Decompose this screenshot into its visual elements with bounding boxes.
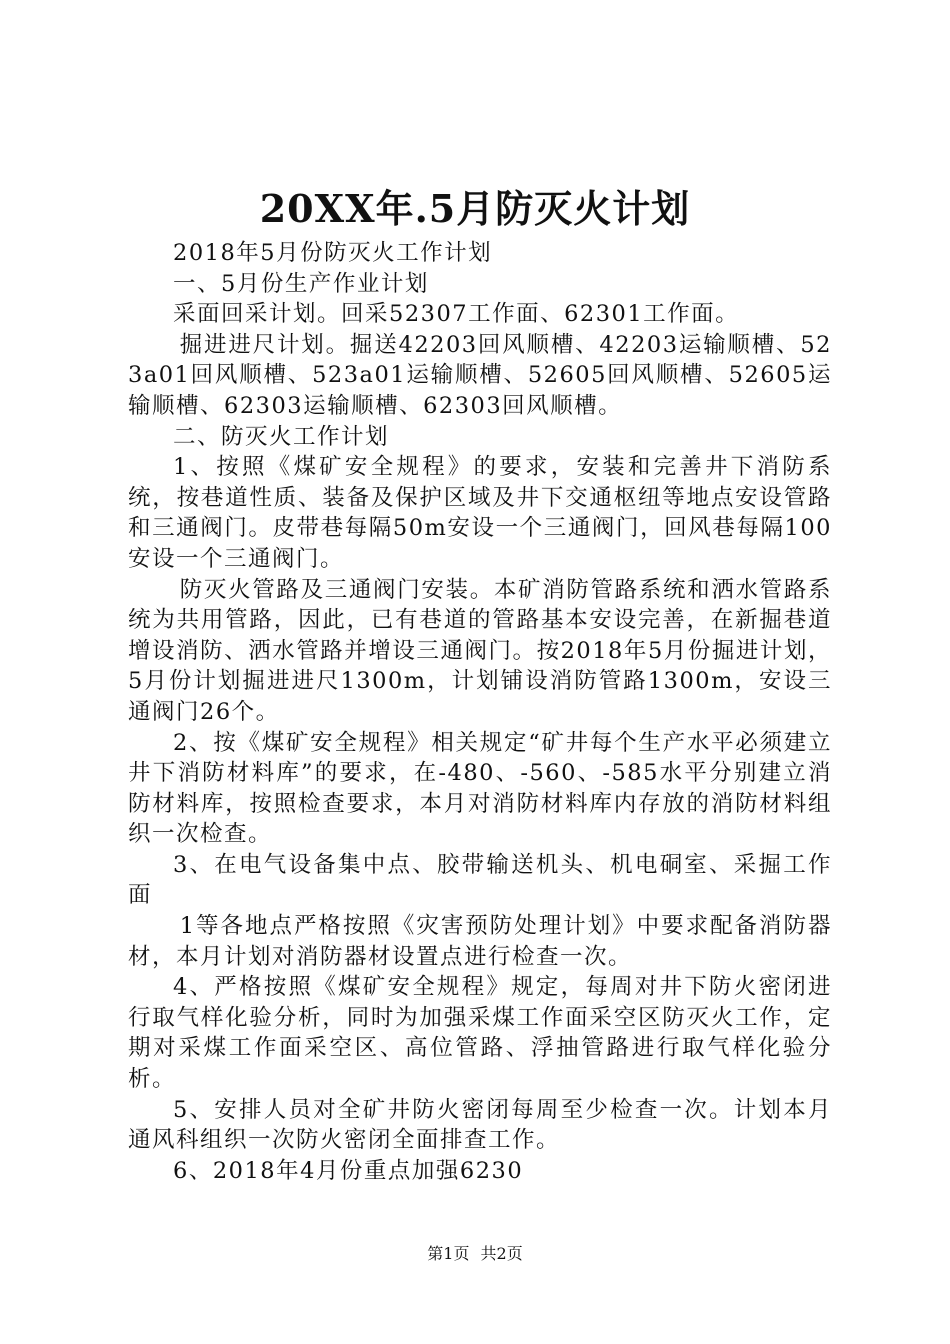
paragraph-section-2-heading: 二、防灭火工作计划 bbox=[173, 423, 390, 450]
paragraph-item-6: 6、2018年4月份重点加强6230 bbox=[173, 1157, 524, 1184]
page-total: 共2页 bbox=[480, 1244, 523, 1263]
paragraph-pipeline-install: 防灭火管路及三通阀门安装。本矿消防管路系统和洒水管路系统为共用管路，因此，已有巷道的管路基本安设完善，在新掘巷道增设消防、洒水管路并增设三通阀门。按2018年5月份掘进计划，5月份计划掘进进尺1300m，计划铺设消防管路1300m，安设三通阀门26个。 bbox=[128, 576, 832, 725]
paragraph-item-4: 4、严格按照《煤矿安全规程》规定，每周对井下防火密闭进行取气样化验分析，同时为加强采煤工作面采空区防灭火工作，定期对采煤工作面采空区、高位管路、浮抽管路进行取气样化验分析。 bbox=[128, 974, 832, 1093]
paragraph-tunneling-plan: 掘进进尺计划。掘送42203回风顺槽、42203运输顺槽、523a01回风顺槽、523a01运输顺槽、52605回风顺槽、52605运输顺槽、62303运输顺槽、62303回风顺槽。 bbox=[128, 331, 832, 419]
paragraph-item-1: 1、按照《煤矿安全规程》的要求，安装和完善井下消防系统，按巷道性质、装备及保护区域及井下交通枢纽等地点安设管路和三通阀门。皮带巷每隔50m安设一个三通阀门，回风巷每隔100安设一个三通阀门。 bbox=[128, 454, 832, 572]
page-footer bbox=[0, 1244, 950, 1264]
document-body bbox=[128, 238, 832, 1186]
paragraph-item-2: 2、按《煤矿安全规程》相关规定“矿井每个生产水平必须建立井下消防材料库”的要求，在-480、-560、-585水平分别建立消防材料库，按照检查要求，本月对消防材料库内存放的消防材料组织一次检查。 bbox=[128, 729, 832, 848]
paragraph-item-5: 5、安排人员对全矿井防火密闭每周至少检查一次。计划本月通风科组织一次防火密闭全面排查工作。 bbox=[128, 1096, 832, 1154]
paragraph-item-3: 3、在电气设备集中点、胶带输送机头、机电硐室、采掘工作面 bbox=[128, 851, 832, 909]
paragraph-item-3-continued: 1等各地点严格按照《灾害预防处理计划》中要求配备消防器材，本月计划对消防器材设置点进行检查一次。 bbox=[128, 913, 832, 970]
page-title: 20XX年.5月防灭火计划 bbox=[259, 186, 691, 231]
paragraph-section-1-heading: 一、5月份生产作业计划 bbox=[173, 270, 429, 297]
paragraph-mining-plan: 采面回采计划。回采52307工作面、62301工作面。 bbox=[173, 301, 740, 328]
paragraph-plan-title: 2018年5月份防灭火工作计划 bbox=[173, 240, 493, 266]
page-number: 第1页 bbox=[427, 1244, 470, 1263]
